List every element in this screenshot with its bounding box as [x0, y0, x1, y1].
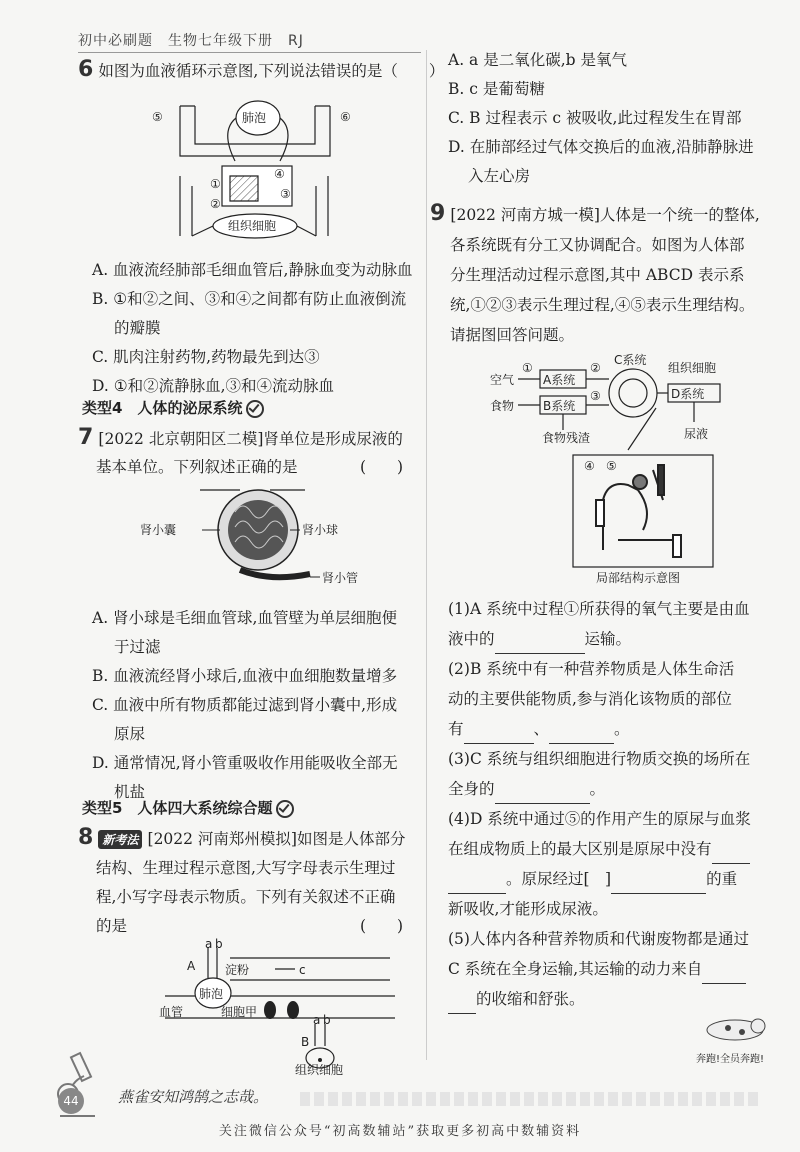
question-stem-line2: 结构、生理过程示意图,大写字母表示生理过 [96, 859, 396, 877]
label-lung: 肺泡 [199, 987, 224, 1001]
question-9 [430, 200, 780, 230]
label-5: ⑤ [152, 110, 163, 124]
question-stem: 如图为血液循环示意图,下列说法错误的是（ ） [98, 62, 445, 80]
page-number: 44 [58, 1088, 84, 1114]
option-c: C. 血液中所有物质都能过滤到肾小囊中,形成 [92, 696, 398, 714]
question-number: 7 [78, 425, 94, 450]
microscope-icon [40, 1046, 110, 1126]
header-rule [78, 52, 421, 53]
sub2-line1: (2)B 系统中有一种营养物质是人体生命活 [448, 660, 735, 678]
question-stem-line1: [2022 河南郑州模拟]如图是人体部分 [147, 830, 406, 848]
question-number: 8 [78, 825, 94, 850]
label-1: ① [210, 177, 221, 191]
option-b-cont: 的瓣膜 [114, 319, 161, 337]
option-c: C. 肌肉注射药物,药物最先到达③ [92, 348, 320, 366]
label-structure-5: ⑤ [606, 459, 617, 473]
question-7 [78, 424, 423, 454]
sub4-line3: 。原尿经过[ ] 的重 [448, 864, 783, 894]
column-divider [426, 50, 427, 1060]
figure-caption: 局部结构示意图 [596, 571, 681, 585]
q9-stem [450, 230, 780, 350]
sub1-line1: (1)A 系统中过程①所获得的氧气主要是由血 [448, 600, 750, 618]
label-starch: 淀粉 [225, 963, 250, 977]
answer-blank-5a[interactable] [702, 965, 746, 984]
label-urine: 尿液 [684, 427, 709, 441]
answer-blank-4a[interactable] [712, 845, 750, 864]
option-a: A. 血液流经肺部毛细血管后,静脉血变为动脉血 [92, 261, 413, 279]
label-a2: a [313, 1013, 321, 1027]
label-system-a: A系统 [543, 373, 576, 387]
option-a: A. 肾小球是毛细血管球,血管壁为单层细胞便 [92, 609, 397, 627]
label-structure-4: ④ [584, 459, 595, 473]
q6-options [92, 256, 422, 401]
sub4-line4: 新吸收,才能形成尿液。 [448, 900, 608, 918]
label-tubule: 肾小管 [322, 571, 359, 585]
footer-motto: 燕雀安知鸿鹄之志哉。 [118, 1088, 269, 1106]
option-c-cont: 原尿 [114, 725, 146, 743]
question-6 [78, 56, 444, 86]
option-c: C. B 过程表示 c 被吸收,此过程发生在胃部 [448, 109, 742, 127]
system-diagram [478, 350, 758, 586]
sub1-line2: 液中的 运输。 [448, 624, 783, 654]
circulation-diagram [150, 86, 370, 246]
label-tissue: 组织细胞 [668, 361, 717, 375]
label-system-b: B系统 [543, 399, 576, 413]
option-a-cont: 于过滤 [114, 638, 161, 656]
mascot-dog-icon [700, 1012, 770, 1048]
footer-ad: 关注微信公众号“初高数辅站”获取更多初高中数辅资料 [218, 1124, 582, 1139]
option-b: B. c 是葡萄糖 [448, 80, 545, 98]
label-process-2: ② [590, 361, 601, 375]
nephron-diagram [140, 482, 380, 592]
sub3-line1: (3)C 系统与组织细胞进行物质交换的场所在 [448, 750, 751, 768]
decorative-band [300, 1092, 760, 1106]
sub4-line1: (4)D 系统中通过⑤的作用产生的原尿与血浆 [448, 810, 751, 828]
label-tissue: 组织细胞 [228, 219, 277, 233]
label-residue: 食物残渣 [542, 431, 591, 445]
label-b2: b [323, 1013, 331, 1027]
option-b: B. ①和②之间、③和④之间都有防止血液倒流 [92, 290, 407, 308]
question-stem-line1: [2022 河南方城一模]人体是一个统一的整体, [450, 206, 760, 224]
label-system-c: C系统 [614, 353, 647, 367]
section-title-4: 类型4 人体的泌尿系统 [82, 397, 264, 418]
sub5-line2: C 系统在全身运输,其运输的动力来自 [448, 954, 783, 984]
running-header: 初中必刷题 生物七年级下册 RJ [78, 33, 304, 49]
mascot-caption: 奔跑!全员奔跑! [696, 1054, 765, 1065]
question-stem-line3: 分生理活动过程示意图,其中 ABCD 表示系 [450, 266, 745, 284]
check-icon [246, 400, 264, 418]
label-3: ③ [280, 187, 291, 201]
exchange-diagram [155, 938, 405, 1078]
q9-subquestions [448, 594, 783, 1014]
q8-options [448, 46, 778, 191]
option-d: D. 在肺部经过气体交换后的血液,沿肺静脉进 [448, 138, 754, 156]
option-d: D. ①和②流静脉血,③和④流动脉血 [92, 377, 335, 395]
answer-paren: ( ) [360, 917, 404, 935]
label-lung: 肺泡 [242, 111, 267, 125]
sub3-line2: 全身的 。 [448, 774, 783, 804]
label-system-d: D系统 [671, 387, 705, 401]
label-vessel: 血管 [159, 1005, 184, 1019]
label-2: ② [210, 197, 221, 211]
label-capsule: 肾小囊 [140, 523, 177, 537]
label-process-1: ① [522, 361, 533, 375]
label-cell: 细胞甲 [221, 1005, 258, 1019]
check-icon [276, 800, 294, 818]
answer-paren: ( ) [360, 458, 404, 476]
section-title-5: 类型5 人体四大系统综合题 [82, 797, 294, 818]
question-stem-line1: [2022 北京朝阳区二模]肾单位是形成尿液的 [98, 430, 403, 448]
label-B: B [301, 1035, 310, 1049]
option-d: D. 通常情况,肾小管重吸收作用能吸收全部无 [92, 754, 398, 772]
label-food: 食物 [490, 399, 515, 413]
sub2-line2: 动的主要供能物质,参与消化该物质的部位 [448, 690, 732, 708]
question-8 [78, 824, 405, 854]
answer-blank-1[interactable] [495, 635, 585, 654]
label-b: b [215, 938, 223, 951]
question-number: 9 [430, 201, 446, 226]
question-stem-line4: 的是 [96, 917, 128, 935]
label-a: a [205, 938, 213, 951]
answer-blank-2b[interactable] [549, 725, 614, 744]
label-A: A [187, 959, 196, 973]
sub4-line2: 在组成物质上的最大区别是原尿中没有 [448, 834, 783, 864]
answer-blank-3[interactable] [495, 785, 590, 804]
question-number: 6 [78, 57, 94, 82]
q7-options [92, 604, 424, 807]
option-b: B. 血液流经肾小球后,血液中血细胞数量增多 [92, 667, 398, 685]
question-stem-line4: 统,①②③表示生理过程,④⑤表示生理结构。 [450, 296, 755, 314]
label-tissue: 组织细胞 [295, 1063, 344, 1077]
sub5-line3: 的收缩和舒张。 [448, 984, 783, 1014]
answer-blank-5b[interactable] [448, 995, 476, 1014]
option-d-cont: 入左心房 [468, 167, 531, 185]
label-process-3: ③ [590, 389, 601, 403]
answer-blank-2a[interactable] [464, 725, 534, 744]
sub5-line1: (5)人体内各种营养物质和代谢废物都是通过 [448, 930, 749, 948]
label-glomerulus: 肾小球 [302, 523, 339, 537]
label-air: 空气 [490, 373, 515, 387]
sub2-line3: 有 、 。 [448, 714, 783, 744]
label-4: ④ [274, 167, 285, 181]
label-c: c [299, 963, 306, 977]
question-stem-line3: 程,小写字母表示物质。下列有关叙述不正确 [96, 888, 396, 906]
question-stem-line5: 请据图回答问题。 [450, 326, 575, 344]
answer-blank-4b[interactable] [448, 875, 506, 894]
label-6: ⑥ [340, 110, 351, 124]
answer-blank-4c[interactable] [611, 875, 706, 894]
option-d-cont: 机盐 [114, 783, 146, 801]
question-stem-line2: 基本单位。下列叙述正确的是 [96, 458, 298, 476]
question-stem-line2: 各系统既有分工又协调配合。如图为人体部 [450, 236, 745, 254]
option-a: A. a 是二氧化碳,b 是氧气 [448, 51, 627, 69]
new-method-badge: 新考法 [98, 830, 142, 849]
